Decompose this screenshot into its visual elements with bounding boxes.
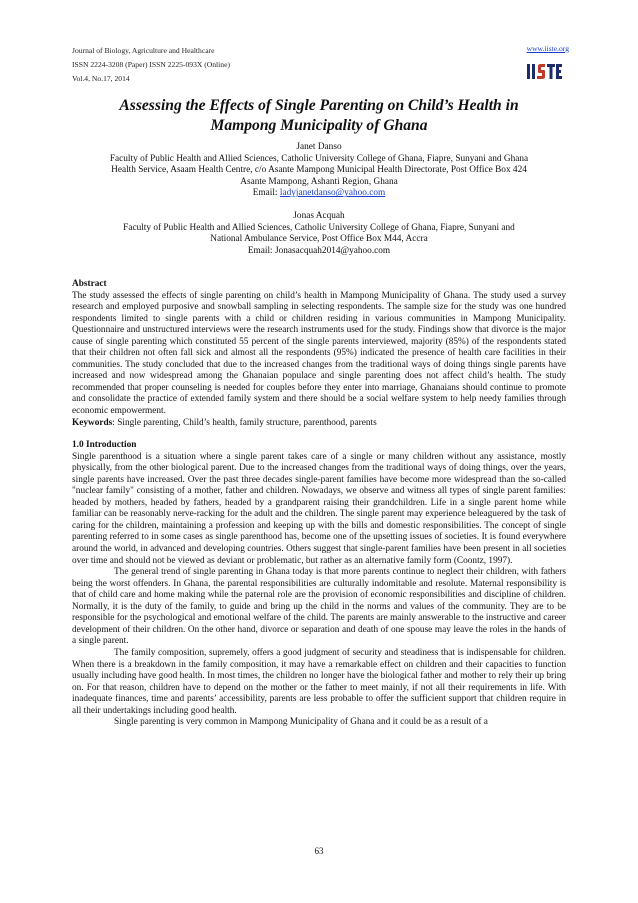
journal-volume: Vol.4, No.17, 2014 [72, 74, 130, 83]
paragraph: The family composition, supremely, offers a good judgment of security and steadiness that is indispensable for children. When there is a breakdown in the family composition, it may have a remarkable effect on children and their capacities to function usually including have good health. In most times, the children no longer have the biological father and mother to rely their up bring on. For that reason, children have to depend on the mother or the father to meet mainly, if not all their requirements in life. With inadequate finances, time and parents’ accessibility, parents are less probable to offer the sufficient support that children require in all their undertakings including good health. [72, 647, 566, 716]
journal-name: Journal of Biology, Agriculture and Healthcare [72, 46, 215, 55]
author-block [60, 142, 578, 257]
journal-url-link[interactable]: www.iiste.org [526, 44, 569, 53]
paragraph: Single parenting is very common in Mampong Municipality of Ghana and it could be as a result of a [114, 717, 488, 728]
abstract-heading: Abstract [72, 279, 107, 289]
keywords-list: : Single parenting, Child’s health, family structure, parenthood, parents [112, 417, 377, 428]
section-heading: 1.0 Introduction [72, 440, 137, 451]
author-affiliation: National Ambulance Service, Post Office Box M44, Accra [210, 234, 428, 245]
email-link[interactable]: ladyjanetdanso@yahoo.com [279, 188, 386, 199]
journal-issn: ISSN 2224-3208 (Paper) ISSN 2225-093X (Online) [72, 60, 230, 69]
author-affiliation: Faculty of Public Health and Allied Sciences, Catholic University College of Ghana, Fiapre, Sunyani and [123, 222, 515, 233]
keywords [72, 418, 566, 430]
title-line: Assessing the Effects of Single Parenting on Child’s Health in [119, 97, 519, 114]
iiste-logo-icon [525, 60, 563, 82]
author-email: Email: Jonasacquah2014@yahoo.com [247, 245, 391, 256]
abstract-text: The study assessed the effects of single parenting on child’s health in Mampong Municipality of Ghana. The study used a survey research and employed purposive and snowball sampling in selecting respondents. The sample size for the study was one hundred respondents limited to single parents with a child or children residing in various communities in Mampong Municipality. Questionnaire and unstructured interviews were the research instruments used for the study. Findings show that divorce is the major cause of single parenting which constituted 55 percent of the single parents interviewed, majority (85%) of the respondents stated that their children not often fall sick and almost all the respondents (95%) indicated the presence of health care facilities in their communities. The study concluded that due to the increased changes from the traditional ways of doing things single parents have increased and now widespread among the Ghanaian populace and single parenting does not affect child’s health. The study recommended that proper counseling is needed for couples before they enter into marriage, Ghanaians should continue to promote and consolidate the practice of extended family system and there should be a social welfare system to help needy families through economic empowerment. [72, 290, 566, 417]
author-affiliation: Health Service, Asaam Health Centre, c/o Asante Mampong Municipal Health Directorate, Post Office Box 424 [111, 165, 527, 176]
keywords-label: Keywords [72, 417, 113, 428]
title-line: Mampong Municipality of Ghana [210, 117, 428, 134]
paper-title [72, 96, 566, 136]
paragraph: The general trend of single parenting in Ghana today is that more parents continue to neglect their children, with fathers being the worst offenders. In Ghana, the parental responsibilities are culturally indomitable and resolute. Maternal responsibility is that of child care and home making while the paternal role are the provision of economic responsibilities and discipline of children. Normally, it is the duty of the family, to guide and bring up the child in the norms and values of the community. They are to be responsible for the psychological and emotional welfare of the child. The parents are mainly answerable to the instructive and career development of their children. On the other hand, divorce or separation and death of one spouse may leave the roles in the hands of a single parent. [72, 567, 566, 647]
page-number: 63 [314, 846, 324, 856]
email-label: Email: [252, 188, 280, 199]
author-name: Jonas Acquah [293, 210, 345, 221]
author-name: Janet Danso [296, 142, 342, 152]
paper-body [72, 279, 566, 729]
author-affiliation: Faculty of Public Health and Allied Sciences, Catholic University College of Ghana, Fiapre, Sunyani and Ghana [109, 153, 529, 164]
journal-header [72, 44, 230, 86]
paragraph: Single parenthood is a situation where a single parent takes care of a single or many children without any assistance, mostly physically, from the other biological parent. Due to the increased changes from the traditional ways of doing things, over the years, single parents have increased. Over the past three decades single-parent families have become more widespread than the so-called "nuclear family" consisting of a mother, father and children. Nowadays, we observe and witness all types of single parent families: headed by mothers, headed by fathers, headed by a grandparent raising their grandchildren. Life in a single parent home while familiar can be reasonably nerve-racking for the adult and the children. The single parent may experience beleaguered by the task of caring for the children, maintaining a profession and keeping up with the bills and domestic responsibilities. The concept of single parenting referred to in some cases as single parenthood has, become one of the upsetting issues of societies. It is found everywhere around the world, in advanced and developing countries. Others suggest that single-parent families have been present in all societies over time and should not be viewed as deviant or problematic, but rather as an alternative family form (Coontz, 1997). [72, 451, 566, 566]
author-affiliation: Asante Mampong, Ashanti Region, Ghana [240, 176, 398, 187]
author-email [60, 188, 578, 200]
